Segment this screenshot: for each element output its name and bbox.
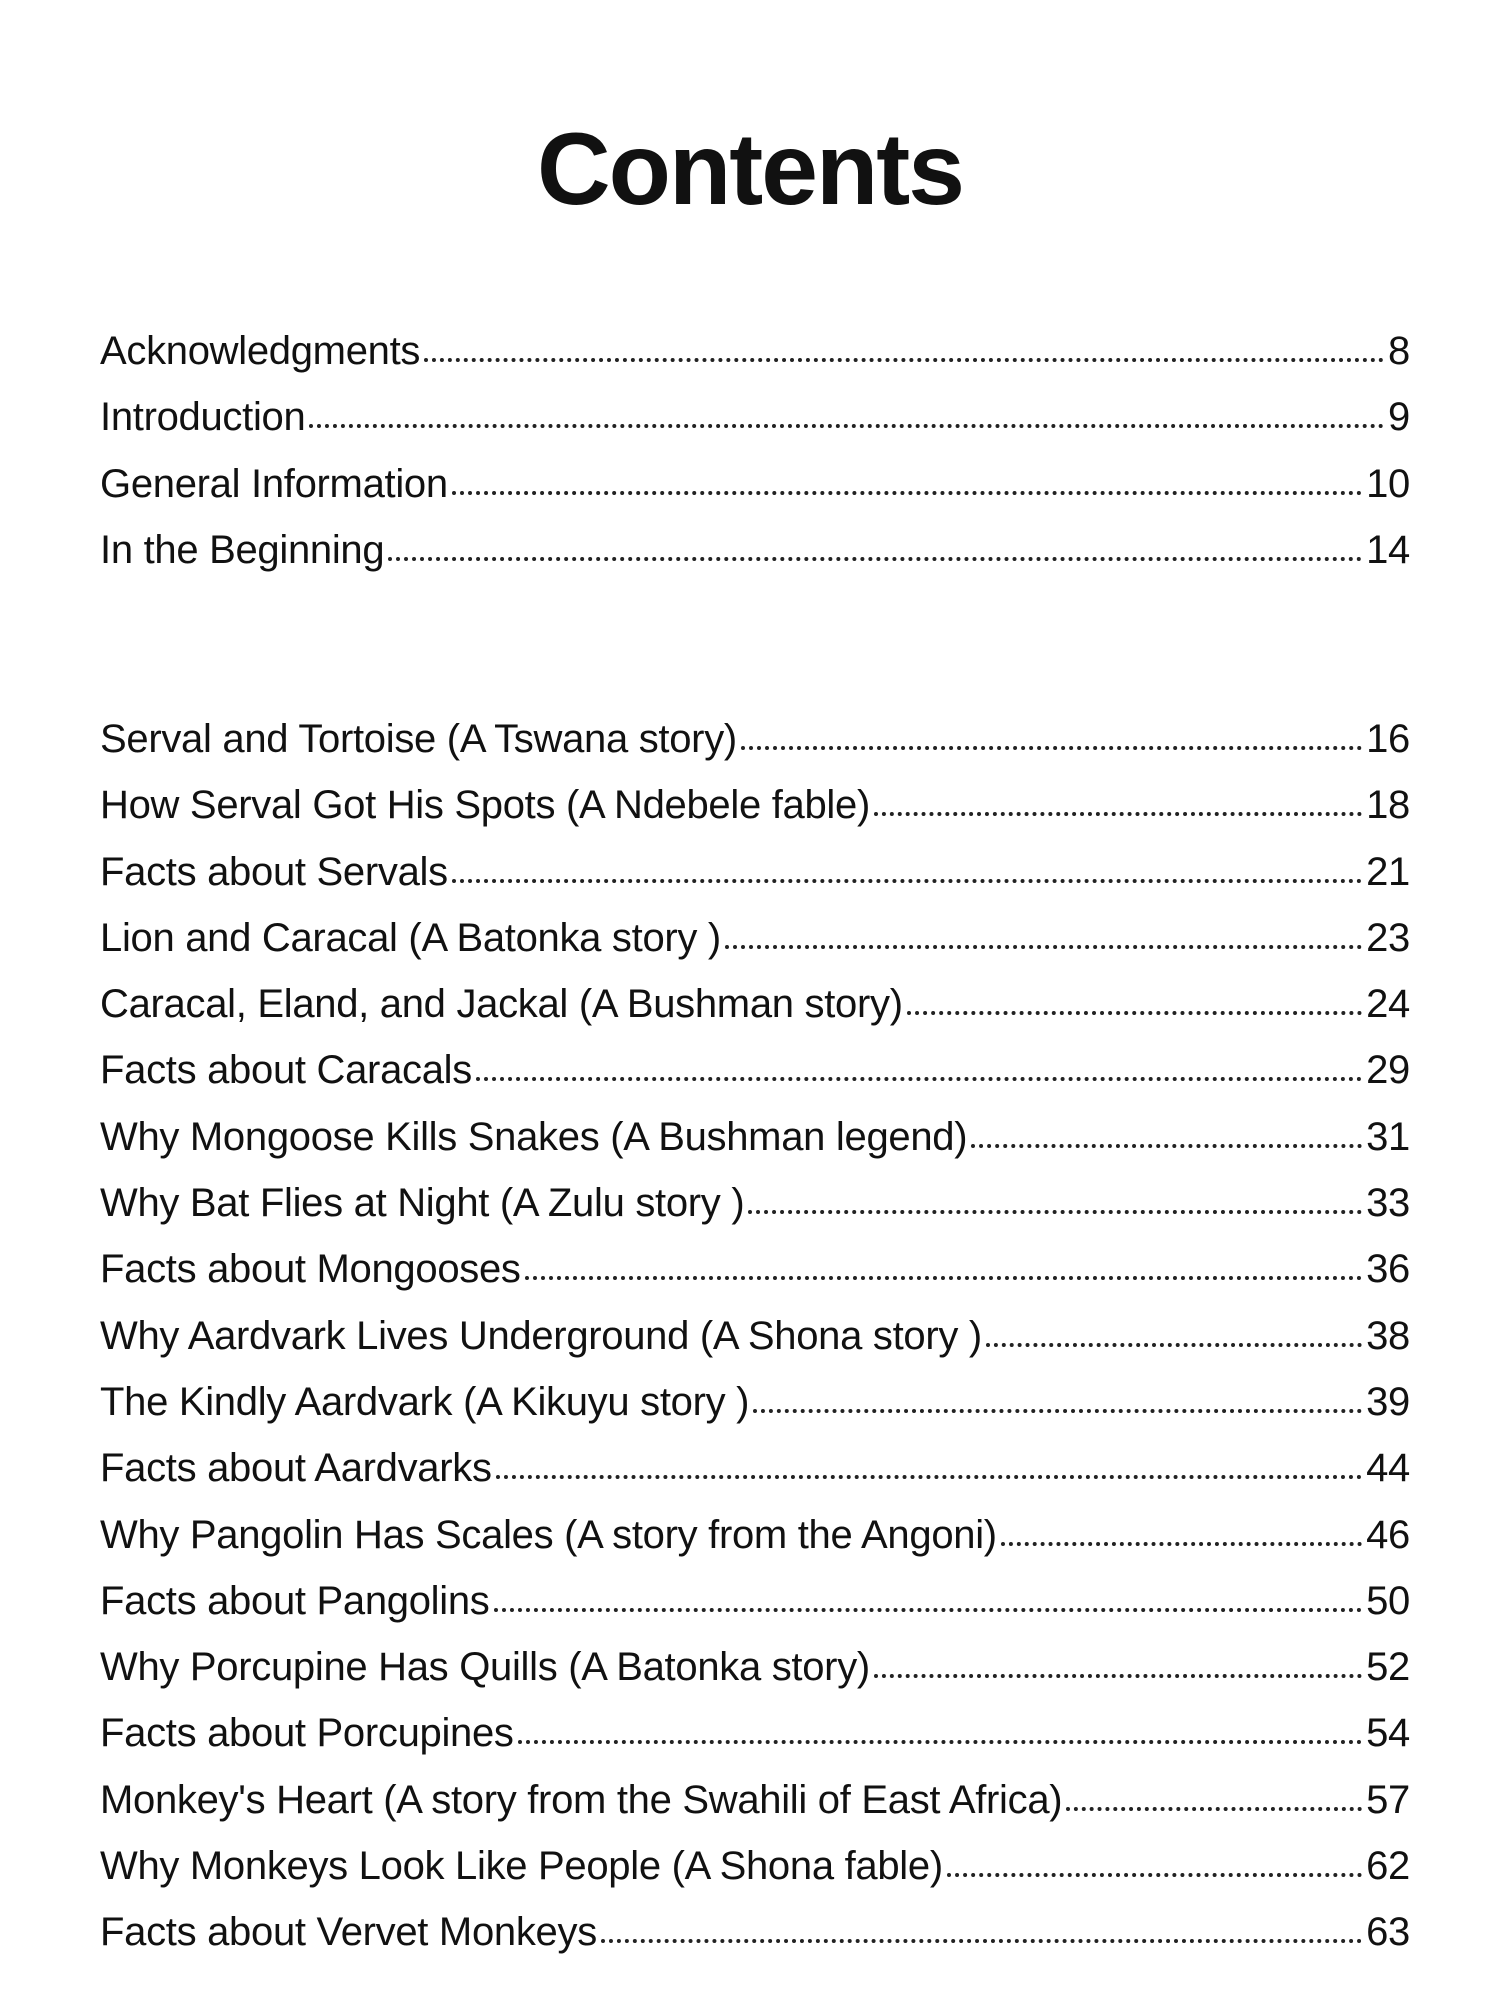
toc-entry (100, 706, 1410, 772)
dot-leader (907, 1010, 1362, 1015)
toc-entry (100, 451, 1410, 517)
page-title: Contents (537, 112, 963, 226)
toc-entry-title: Lion and Caracal (A Batonka story ) (100, 915, 721, 960)
toc-entry (100, 1634, 1410, 1700)
dot-leader (1001, 1541, 1362, 1546)
toc-entry-title: Facts about Mongooses (100, 1247, 521, 1292)
dot-leader (452, 878, 1362, 883)
stories-list (100, 706, 1410, 1966)
dot-leader (741, 745, 1362, 750)
toc-entry (100, 517, 1410, 583)
toc-entry (100, 1170, 1410, 1236)
toc-entry-title: Acknowledgments (100, 329, 421, 373)
toc-entry-title: Facts about Pangolins (100, 1578, 490, 1623)
toc-entry (100, 318, 1410, 384)
dot-leader (601, 1938, 1362, 1943)
toc-entry-page-number: 62 (1366, 1844, 1410, 1889)
toc-entry (100, 905, 1410, 971)
toc-entry-page-number: 29 (1366, 1048, 1410, 1093)
toc-entry-page-number: 18 (1366, 783, 1410, 828)
toc-entry-title: The Kindly Aardvark (A Kikuyu story ) (100, 1379, 750, 1424)
toc-entry-page-number: 24 (1366, 982, 1410, 1027)
toc-entry-title: Why Monkeys Look Like People (A Shona fable) (100, 1844, 943, 1889)
toc-entry-title: Why Porcupine Has Quills (A Batonka story) (100, 1645, 870, 1690)
dot-leader (971, 1143, 1362, 1148)
toc-entry-title: Why Bat Flies at Night (A Zulu story ) (100, 1181, 745, 1226)
toc-entry-page-number: 50 (1366, 1578, 1410, 1623)
toc-entry-title: Facts about Caracals (100, 1048, 472, 1093)
toc-entry (100, 384, 1410, 450)
dot-leader (424, 357, 1384, 362)
dot-leader (986, 1342, 1362, 1347)
toc-entry-page-number: 44 (1366, 1446, 1410, 1491)
toc-entry (100, 1899, 1410, 1965)
dot-leader (725, 944, 1362, 949)
toc-entry-title: Facts about Aardvarks (100, 1446, 492, 1491)
toc-entry-page-number: 36 (1366, 1247, 1410, 1292)
toc-entry (100, 1236, 1410, 1302)
toc-entry-page-number: 14 (1366, 527, 1410, 572)
toc-entry (100, 971, 1410, 1037)
toc-entry-page-number: 16 (1366, 717, 1410, 761)
toc-entry-title: Introduction (100, 395, 306, 440)
dot-leader (874, 811, 1362, 816)
dot-leader (525, 1275, 1362, 1280)
toc-entry-page-number: 23 (1366, 915, 1410, 960)
toc-entry-title: Facts about Servals (100, 849, 448, 894)
toc-entry-page-number: 8 (1388, 329, 1410, 373)
toc-entry (100, 1435, 1410, 1501)
toc-entry-title: Why Pangolin Has Scales (A story from the Angoni) (100, 1512, 997, 1557)
toc-entry-page-number: 57 (1366, 1777, 1410, 1822)
dot-leader (476, 1076, 1362, 1081)
toc-entry-page-number: 21 (1366, 849, 1410, 894)
toc-entry (100, 1369, 1410, 1435)
dot-leader (452, 490, 1362, 495)
toc-entry-title: Monkey's Heart (A story from the Swahili of East Africa) (100, 1777, 1063, 1822)
toc-entry (100, 1833, 1410, 1899)
dot-leader (748, 1209, 1362, 1214)
toc-entry-page-number: 10 (1366, 461, 1410, 506)
dot-leader (1066, 1806, 1362, 1811)
toc-entry-page-number: 31 (1366, 1114, 1410, 1159)
toc-entry-page-number: 54 (1366, 1711, 1410, 1756)
dot-leader (494, 1607, 1363, 1612)
toc-entry (100, 839, 1410, 905)
toc-entry-page-number: 9 (1388, 395, 1410, 440)
toc-entry-page-number: 33 (1366, 1181, 1410, 1226)
toc-entry (100, 1303, 1410, 1369)
dot-leader (309, 423, 1384, 428)
toc-entry-title: Facts about Vervet Monkeys (100, 1910, 597, 1955)
toc-entry-title: How Serval Got His Spots (A Ndebele fable) (100, 783, 870, 828)
toc-entry (100, 1502, 1410, 1568)
toc-entry-page-number: 46 (1366, 1512, 1410, 1557)
toc-entry-title: General Information (100, 461, 448, 506)
toc-entry-title: Why Aardvark Lives Underground (A Shona story ) (100, 1313, 982, 1358)
dot-leader (947, 1872, 1362, 1877)
toc-entry (100, 772, 1410, 838)
toc-entry (100, 1700, 1410, 1766)
dot-leader (753, 1408, 1362, 1413)
front-matter-list (100, 318, 1410, 583)
dot-leader (518, 1739, 1362, 1744)
dot-leader (874, 1673, 1362, 1678)
toc-entry (100, 1104, 1410, 1170)
toc-entry-page-number: 52 (1366, 1645, 1410, 1690)
toc-entry-title: Caracal, Eland, and Jackal (A Bushman story) (100, 982, 903, 1027)
toc-entry-page-number: 38 (1366, 1313, 1410, 1358)
dot-leader (388, 556, 1362, 561)
toc-entry-title: Why Mongoose Kills Snakes (A Bushman legend) (100, 1114, 968, 1159)
toc-entry-title: Serval and Tortoise (A Tswana story) (100, 717, 737, 761)
toc-entry-title: Facts about Porcupines (100, 1711, 514, 1756)
toc-entry (100, 1767, 1410, 1833)
toc-entry (100, 1037, 1410, 1103)
toc-entry (100, 1568, 1410, 1634)
toc-entry-title: In the Beginning (100, 527, 385, 572)
dot-leader (496, 1474, 1362, 1479)
toc-entry-page-number: 63 (1366, 1910, 1410, 1955)
toc-entry-page-number: 39 (1366, 1379, 1410, 1424)
